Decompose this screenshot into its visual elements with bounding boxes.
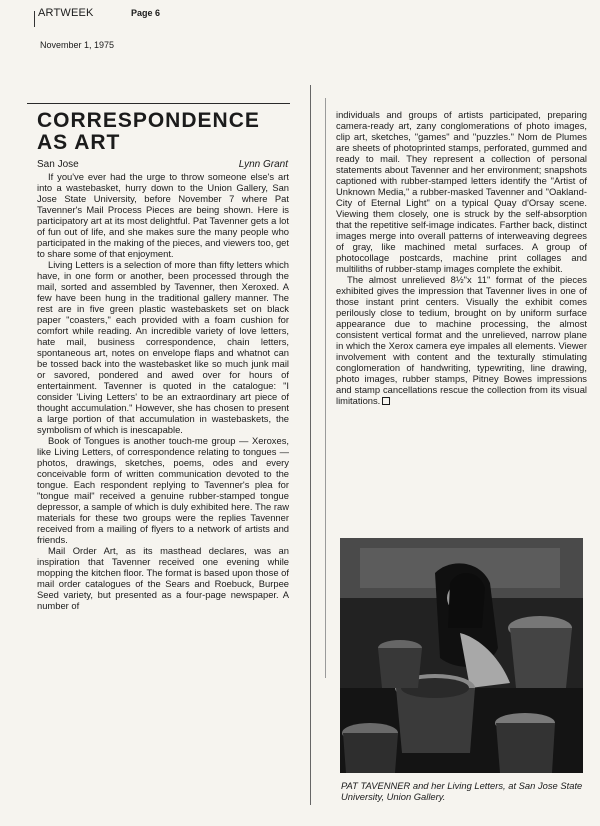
paragraph-mail-order-art: Mail Order Art, as its masthead declares, was an inspiration that Tavenner received one evening while mopping the kitchen floor. The format is based upon those of mail order catalogues of the Sears and Roebuck, Burpee Seed variety, but presented as a four-page newspaper. A number of — [37, 545, 289, 611]
article-column-1 — [37, 171, 289, 816]
photo-artist-with-wastebaskets — [340, 538, 583, 773]
paragraph-book-of-tongues: Book of Tongues is another touch-me group — Xeroxes, like Living Letters, of correspondence relating to tongues — photos, drawings, sketches, poems, odes and every conceivable form of written communication devoted to the tongue. Each respondent replying to Tavenner's plea for "tongue mail" received a genuine rubber-stamped tongue depressor, a sample of which is duly exhibited here. The raw materials for these two groups were the replies Tavenner received from a mailing of flyers to a network of artists and friends. — [37, 435, 289, 545]
paragraph-format — [336, 274, 587, 406]
article-photo — [340, 538, 583, 773]
dateline-location: San Jose — [37, 159, 79, 170]
paragraph-format-text: The almost unrelieved 8½"x 11" format of the pieces exhibited gives the impression that Tavenner lives in one of those instant print centers. Visually the exhibit comes perilously close to tedium, brought on by uniform surface appearance due to machine processing, the almost consistent vertical format and the unrelieved, narrow plane in which the Xerox camera eye impales all elements. Viewer involvement with content and the texturally stimulating conglomeration of handwriting, typewriting, line drawing, photo images, rubber stamps, Pitney Bowes impressions and stamp cancellations rescue the collection from its visual limitations. — [336, 274, 587, 406]
headline-line-1: CORRESPONDENCE — [37, 109, 260, 132]
page-header — [38, 7, 538, 23]
column-rule-inner — [325, 98, 326, 678]
column-rule — [310, 85, 311, 805]
paragraph-intro: If you've ever had the urge to throw someone else's art into a wastebasket, hurry down to the Union Gallery, San Jose State University, before November 7 where Pat Tavenner's Mail Process Pieces are being shown. Here is participatory art at its most delightful. Pat Tavenner gets a lot of fun out of life, and she makes sure the many people who participated in the making of the pieces, and viewers too, get to share some of that enjoyment. — [37, 171, 289, 259]
headline-line-2: AS ART — [37, 131, 121, 154]
article-top-rule — [27, 103, 290, 104]
end-mark-icon — [382, 397, 390, 405]
author-name: Lynn Grant — [238, 159, 288, 170]
page-number: Page 6 — [131, 8, 161, 18]
paragraph-nom-de-plumes: individuals and groups of artists participated, preparing camera-ready art, zany conglomerations of photo images, clip art, sketches, "games" and "puzzles." Nom de Plumes are sheets of photoprinted stamps, perforated, gummed and ready to mail. They represent a collection of personal statements about Tavenner and her environment; snapshots captioned with rubber-stamped letters identify the "Artist of Unknown Media," a rubber-masked Tavenner and "Oakland-City of Eternal Light" on a typical Quay d'Orsay scene. Viewing them closely, one is struck by the self-absorption that the repetitive self-image indicates. Farther back, distinct images merge into overall patterns of interweaving degrees of gray, like machined metal surfaces. A group of photocollage postcards, machine print collages and multiliths of rubber-stamp images complete the exhibit. — [336, 109, 587, 274]
issue-date: November 1, 1975 — [40, 40, 115, 50]
header-rule — [34, 11, 35, 27]
paragraph-living-letters: Living Letters is a selection of more than fifty letters which have, in one form or another, been processed through the mail, sorted and assembled by Tavenner, then Xeroxed. A few have been hung in the traditional gallery manner. The rest are in five green plastic wastebaskets set on black paper "coasters," each provided with a foam cushion for comfort while reading. An incredible variety of love letters, hate mail, business correspondence, chain letters, spontaneous art, notes on envelope flaps and whatnot can be tossed back into the wastebasket like so much junk mail or savored, pondered and awed over for hours of entertainment. Tavenner is quoted in the catalogue: "I consider 'Living Letters' to be an extraordinary art piece of thought accumulation." However, she has chosen to present a large portion of that accumulation in wastebaskets, the symbolism of which is inescapable. — [37, 259, 289, 435]
photo-caption: PAT TAVENNER and her Living Letters, at San Jose State University, Union Gallery. — [341, 780, 583, 802]
publication-name: ARTWEEK — [38, 7, 94, 19]
byline — [37, 159, 288, 170]
article-headline — [37, 110, 297, 154]
article-column-2 — [336, 109, 587, 527]
